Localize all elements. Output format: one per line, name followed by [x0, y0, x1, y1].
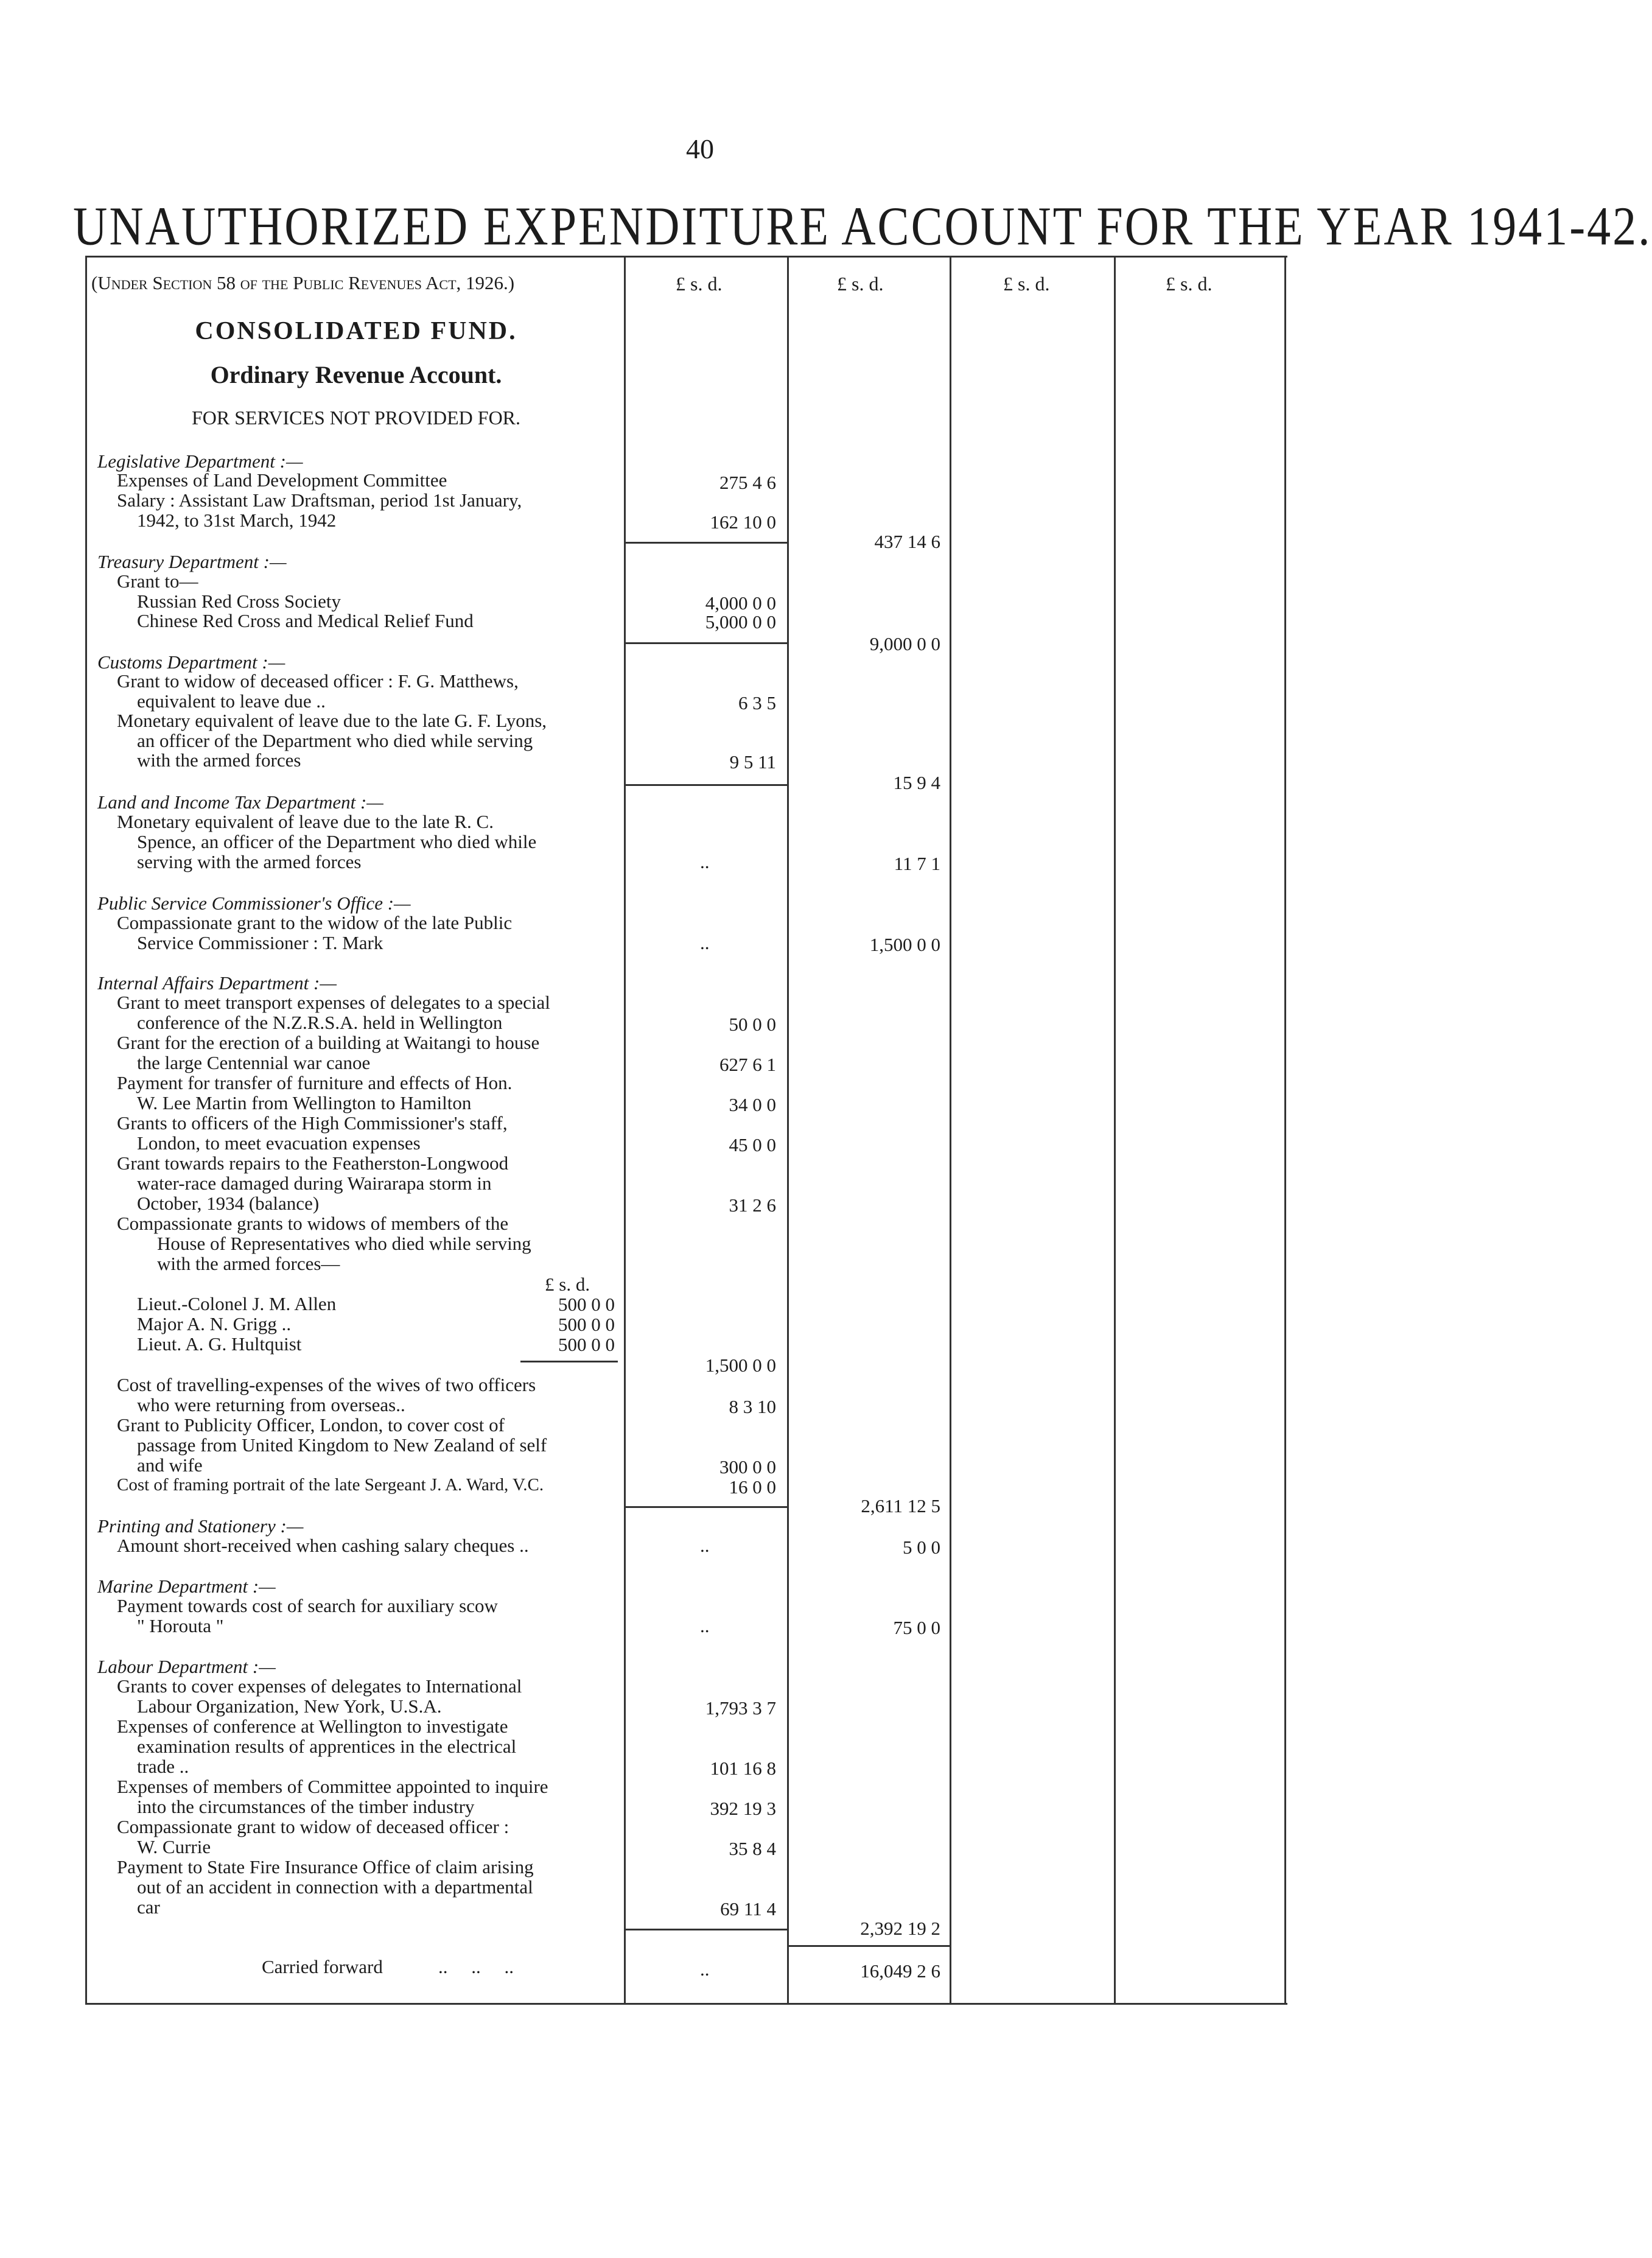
land-tax-heading: Land and Income Tax Department :—: [97, 791, 383, 813]
printing-heading: Printing and Stationery :—: [97, 1515, 304, 1537]
labour-amount-5: 69 11 4: [720, 1898, 776, 1920]
labour-line-8: Compassionate grant to widow of deceased officer :: [117, 1816, 509, 1837]
customs-line-2: equivalent to leave due ..: [137, 690, 326, 712]
labour-amount-3: 392 19 3: [710, 1798, 776, 1819]
internal-line-2: conference of the N.Z.R.S.A. held in Wellington: [137, 1012, 503, 1033]
widow-3-name: Lieut. A. G. Hultquist: [137, 1333, 302, 1355]
labour-line-7: into the circumstances of the timber industry: [137, 1796, 475, 1817]
internal-line-14: with the armed forces—: [157, 1253, 340, 1274]
legislative-line-3: 1942, to 31st March, 1942: [137, 510, 337, 531]
services-heading: FOR SERVICES NOT PROVIDED FOR.: [191, 407, 521, 429]
carried-forward-top-rule: [787, 1945, 950, 1947]
labour-heading: Labour Department :—: [97, 1656, 276, 1677]
widow-2-amount: 500 0 0: [558, 1314, 615, 1335]
internal-line-7: Grants to officers of the High Commissioner's staff,: [117, 1112, 508, 1134]
widows-sub-header: £ s. d.: [545, 1274, 590, 1295]
carried-forward-dots-label: .. .. ..: [438, 1956, 514, 1977]
marine-total: 75 0 0: [893, 1617, 940, 1638]
internal-line-20: Cost of framing portrait of the late Sergeant J. A. Ward, V.C.: [117, 1475, 544, 1495]
internal-line-19: and wife: [137, 1454, 203, 1476]
carried-forward-dots: ..: [700, 1958, 710, 1980]
customs-line-1: Grant to widow of deceased officer : F. G. Matthews,: [117, 670, 519, 692]
land-tax-dots: ..: [700, 851, 710, 872]
labour-line-4: examination results of apprentices in the electrical: [137, 1736, 517, 1757]
legislative-line-1: Expenses of Land Development Committee: [117, 469, 447, 491]
treasury-line-3: Chinese Red Cross and Medical Relief Fund: [137, 610, 474, 631]
psc-heading: Public Service Commissioner's Office :—: [97, 892, 411, 914]
column-header-2: £ s. d.: [837, 273, 884, 295]
column-header-3: £ s. d.: [1003, 273, 1050, 295]
account-heading: Ordinary Revenue Account.: [210, 361, 502, 388]
internal-line-6: W. Lee Martin from Wellington to Hamilton: [137, 1092, 472, 1113]
legislative-amount-2: 162 10 0: [710, 511, 776, 533]
labour-line-11: out of an accident in connection with a departmental: [137, 1876, 533, 1898]
printing-dots: ..: [700, 1535, 710, 1556]
printing-total: 5 0 0: [903, 1537, 940, 1558]
column-header-1: £ s. d.: [676, 273, 723, 295]
psc-dots: ..: [700, 932, 710, 953]
statute-reference: (Under Section 58 of the Public Revenues Act, 1926.): [91, 272, 515, 293]
page-title: UNAUTHORIZED EXPENDITURE ACCOUNT FOR THE YEAR 1941-42.: [73, 195, 1652, 257]
widows-sub-rule: [520, 1361, 618, 1362]
customs-amount-2: 9 5 11: [729, 751, 776, 773]
labour-line-9: W. Currie: [137, 1836, 211, 1857]
labour-line-12: car: [137, 1896, 160, 1918]
land-tax-total: 11 7 1: [894, 853, 940, 874]
page-number: 40: [686, 133, 714, 164]
internal-line-3: Grant for the erection of a building at Waitangi to house: [117, 1032, 540, 1053]
treasury-line-2: Russian Red Cross Society: [137, 591, 341, 612]
column-rule-right: [1284, 256, 1286, 2003]
marine-dots: ..: [700, 1615, 710, 1636]
internal-line-12: Compassionate grants to widows of members of the: [117, 1213, 509, 1234]
customs-line-4: an officer of the Department who died while serving: [137, 730, 533, 751]
internal-total: 2,611 12 5: [861, 1495, 940, 1516]
table-top-rule: [85, 256, 1287, 258]
land-tax-line-2: Spence, an officer of the Department who died while: [137, 831, 537, 852]
marine-heading: Marine Department :—: [97, 1576, 276, 1597]
customs-line-5: with the armed forces: [137, 749, 301, 771]
internal-line-10: water-race damaged during Wairarapa storm in: [137, 1173, 492, 1194]
column-rule-3: [950, 256, 951, 2003]
customs-subtotal-rule: [624, 784, 787, 786]
widow-2-name: Major A. N. Grigg ..: [137, 1313, 292, 1334]
labour-line-10: Payment to State Fire Insurance Office of claim arising: [117, 1856, 534, 1878]
printing-line-1: Amount short-received when cashing salary cheques ..: [117, 1535, 529, 1556]
legislative-amount-1: 275 4 6: [719, 472, 776, 493]
internal-line-4: the large Centennial war canoe: [137, 1052, 371, 1073]
customs-line-3: Monetary equivalent of leave due to the late G. F. Lyons,: [117, 710, 547, 731]
internal-line-11: October, 1934 (balance): [137, 1193, 320, 1214]
labour-line-6: Expenses of members of Committee appointed to inquire: [117, 1776, 548, 1797]
customs-amount-1: 6 3 5: [738, 692, 776, 714]
internal-line-5: Payment for transfer of furniture and effects of Hon.: [117, 1072, 513, 1093]
column-rule-4: [1114, 256, 1116, 2003]
labour-amount-2: 101 16 8: [710, 1758, 776, 1779]
internal-line-17: Grant to Publicity Officer, London, to cover cost of: [117, 1414, 505, 1436]
treasury-heading: Treasury Department :—: [97, 551, 287, 572]
widow-1-name: Lieut.-Colonel J. M. Allen: [137, 1293, 337, 1314]
column-rule-left: [85, 256, 87, 2003]
legislative-subtotal-rule: [624, 542, 787, 544]
land-tax-line-1: Monetary equivalent of leave due to the late R. C.: [117, 811, 494, 832]
psc-line-2: Service Commissioner : T. Mark: [137, 932, 383, 953]
internal-amount-7: 8 3 10: [729, 1396, 776, 1417]
treasury-amount-2: 5,000 0 0: [705, 611, 776, 633]
internal-heading: Internal Affairs Department :—: [97, 972, 337, 994]
internal-line-15: Cost of travelling-expenses of the wives of two officers: [117, 1374, 536, 1395]
legislative-line-2: Salary : Assistant Law Draftsman, period 1st January,: [117, 489, 522, 511]
internal-amount-2: 627 6 1: [719, 1054, 776, 1075]
carried-forward-total: 16,049 2 6: [860, 1960, 940, 1982]
internal-amount-3: 34 0 0: [729, 1094, 776, 1115]
psc-total: 1,500 0 0: [869, 934, 940, 955]
internal-subtotal-rule: [624, 1506, 787, 1508]
internal-amount-9: 16 0 0: [729, 1476, 776, 1498]
marine-line-1: Payment towards cost of search for auxiliary scow: [117, 1595, 498, 1616]
psc-line-1: Compassionate grant to the widow of the late Public: [117, 912, 513, 933]
internal-line-1: Grant to meet transport expenses of delegates to a special: [117, 992, 550, 1013]
internal-amount-4: 45 0 0: [729, 1134, 776, 1155]
labour-line-2: Labour Organization, New York, U.S.A.: [137, 1695, 442, 1717]
carried-forward-label: Carried forward: [262, 1956, 383, 1977]
internal-line-8: London, to meet evacuation expenses: [137, 1132, 421, 1154]
treasury-amount-1: 4,000 0 0: [705, 592, 776, 614]
internal-line-16: who were returning from overseas..: [137, 1394, 405, 1415]
widow-3-amount: 500 0 0: [558, 1334, 615, 1355]
treasury-line-1: Grant to—: [117, 570, 198, 592]
table-bottom-rule: [85, 2003, 1287, 2005]
column-header-4: £ s. d.: [1166, 273, 1213, 295]
labour-line-5: trade ..: [137, 1756, 189, 1777]
internal-line-13: House of Representatives who died while serving: [157, 1233, 531, 1254]
internal-amount-5: 31 2 6: [729, 1194, 776, 1216]
widow-1-amount: 500 0 0: [558, 1294, 615, 1315]
labour-line-3: Expenses of conference at Wellington to investigate: [117, 1716, 508, 1737]
internal-line-18: passage from United Kingdom to New Zealand of self: [137, 1434, 547, 1456]
labour-amount-1: 1,793 3 7: [705, 1697, 776, 1719]
internal-line-9: Grant towards repairs to the Featherston-Longwood: [117, 1152, 509, 1174]
column-rule-2: [787, 256, 789, 2003]
internal-amount-1: 50 0 0: [729, 1014, 776, 1035]
customs-total: 15 9 4: [893, 772, 940, 793]
labour-line-1: Grants to cover expenses of delegates to International: [117, 1675, 522, 1697]
marine-line-2: " Horouta ": [137, 1615, 224, 1636]
labour-subtotal-rule: [624, 1929, 787, 1930]
legislative-heading: Legislative Department :—: [97, 451, 303, 472]
legislative-total: 437 14 6: [874, 531, 940, 552]
internal-amount-8: 300 0 0: [719, 1456, 776, 1478]
labour-amount-4: 35 8 4: [729, 1838, 776, 1859]
internal-amount-6: 1,500 0 0: [705, 1355, 776, 1376]
customs-heading: Customs Department :—: [97, 651, 285, 673]
treasury-total: 9,000 0 0: [869, 633, 940, 654]
land-tax-line-3: serving with the armed forces: [137, 851, 362, 872]
fund-heading: CONSOLIDATED FUND.: [195, 317, 517, 345]
treasury-subtotal-rule: [624, 642, 787, 644]
column-rule-1: [624, 256, 626, 2003]
labour-total: 2,392 19 2: [860, 1918, 940, 1939]
